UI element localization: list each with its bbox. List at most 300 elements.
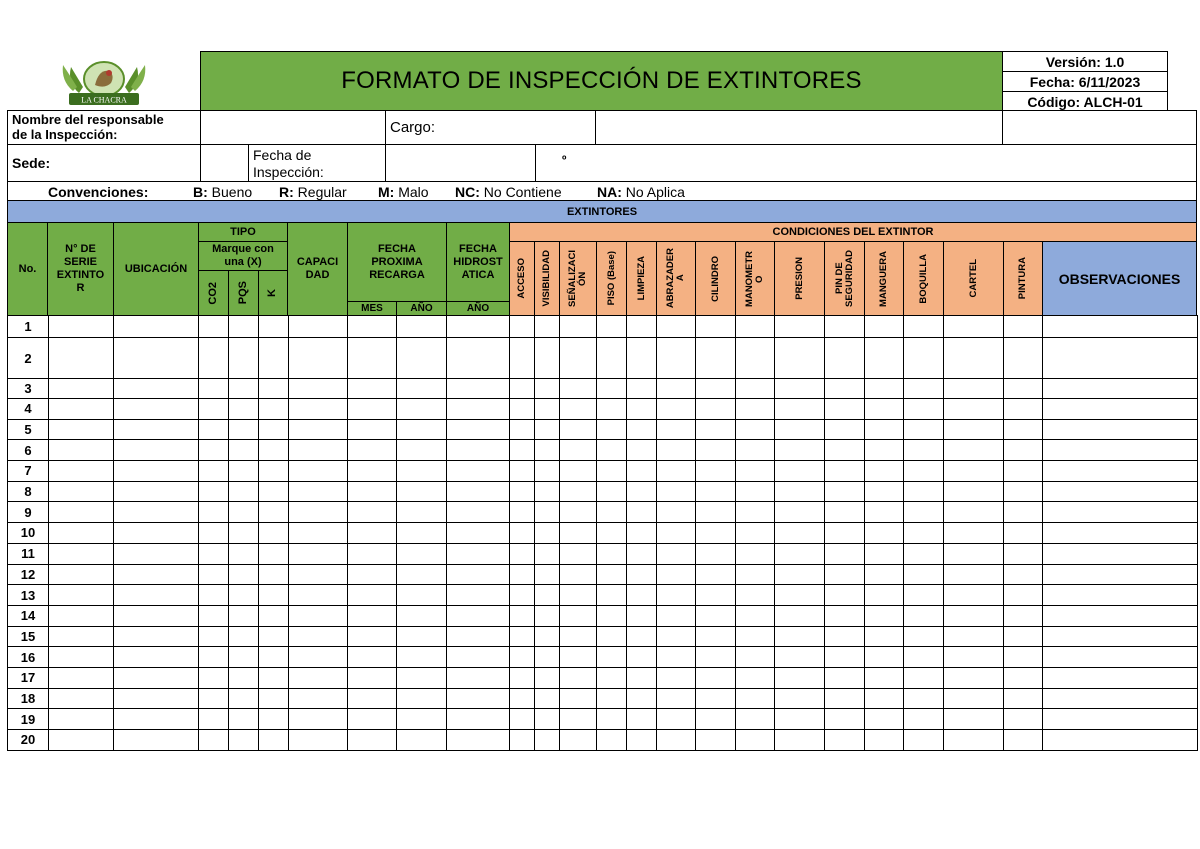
table-cell[interactable]	[775, 647, 825, 668]
table-cell[interactable]	[825, 440, 865, 461]
table-cell[interactable]	[944, 730, 1004, 751]
table-cell[interactable]	[259, 585, 289, 606]
table-cell[interactable]	[1043, 338, 1198, 379]
table-cell[interactable]	[259, 399, 289, 420]
table-cell[interactable]	[560, 316, 597, 338]
table-cell[interactable]	[229, 647, 259, 668]
table-cell[interactable]	[865, 419, 904, 440]
table-cell[interactable]	[535, 605, 560, 626]
table-cell[interactable]	[1004, 605, 1043, 626]
table-cell[interactable]	[199, 730, 229, 751]
table-cell[interactable]	[825, 667, 865, 688]
table-cell[interactable]	[1004, 440, 1043, 461]
table-cell[interactable]	[657, 523, 696, 544]
table-cell[interactable]	[114, 461, 199, 482]
table-cell[interactable]	[397, 461, 447, 482]
table-cell[interactable]	[199, 585, 229, 606]
table-cell[interactable]	[447, 523, 510, 544]
table-cell[interactable]	[114, 564, 199, 585]
table-cell[interactable]	[560, 523, 597, 544]
table-cell[interactable]	[657, 626, 696, 647]
table-cell[interactable]	[259, 688, 289, 709]
table-cell[interactable]	[597, 338, 627, 379]
table-cell[interactable]	[627, 626, 657, 647]
table-cell[interactable]	[1004, 338, 1043, 379]
table-cell[interactable]	[696, 523, 736, 544]
table-cell[interactable]	[447, 399, 510, 420]
cargo-input[interactable]	[596, 110, 1003, 145]
table-cell[interactable]	[289, 461, 348, 482]
table-cell[interactable]	[259, 626, 289, 647]
table-cell[interactable]	[229, 502, 259, 523]
table-cell[interactable]	[944, 523, 1004, 544]
table-cell[interactable]	[597, 481, 627, 502]
table-cell[interactable]	[696, 502, 736, 523]
table-cell[interactable]	[348, 481, 397, 502]
table-cell[interactable]	[199, 523, 229, 544]
table-cell[interactable]	[775, 688, 825, 709]
table-cell[interactable]	[627, 338, 657, 379]
table-cell[interactable]	[736, 481, 775, 502]
table-cell[interactable]	[1043, 730, 1198, 751]
table-cell[interactable]	[904, 626, 944, 647]
table-cell[interactable]	[49, 338, 114, 379]
table-cell[interactable]	[289, 585, 348, 606]
table-cell[interactable]	[397, 543, 447, 564]
table-cell[interactable]	[199, 626, 229, 647]
table-cell[interactable]	[535, 481, 560, 502]
table-cell[interactable]	[259, 440, 289, 461]
table-cell[interactable]	[825, 481, 865, 502]
table-cell[interactable]	[1004, 379, 1043, 399]
table-cell[interactable]	[447, 667, 510, 688]
table-cell[interactable]	[825, 709, 865, 730]
table-cell[interactable]	[736, 730, 775, 751]
table-cell[interactable]	[865, 502, 904, 523]
table-cell[interactable]	[775, 440, 825, 461]
table-cell[interactable]	[447, 647, 510, 668]
table-cell[interactable]	[348, 564, 397, 585]
table-cell[interactable]	[775, 461, 825, 482]
table-cell[interactable]	[289, 667, 348, 688]
table-cell[interactable]	[1004, 481, 1043, 502]
table-cell[interactable]	[397, 585, 447, 606]
table-cell[interactable]	[535, 667, 560, 688]
table-cell[interactable]	[1043, 379, 1198, 399]
table-cell[interactable]	[1043, 523, 1198, 544]
table-cell[interactable]	[1004, 461, 1043, 482]
table-cell[interactable]	[259, 316, 289, 338]
table-cell[interactable]	[560, 564, 597, 585]
table-cell[interactable]	[736, 316, 775, 338]
table-cell[interactable]	[114, 440, 199, 461]
table-cell[interactable]	[49, 605, 114, 626]
table-cell[interactable]	[775, 626, 825, 647]
table-cell[interactable]	[1043, 440, 1198, 461]
table-cell[interactable]	[657, 688, 696, 709]
table-cell[interactable]	[114, 419, 199, 440]
table-cell[interactable]	[229, 543, 259, 564]
table-cell[interactable]	[397, 688, 447, 709]
table-cell[interactable]	[1004, 667, 1043, 688]
table-cell[interactable]	[865, 605, 904, 626]
table-cell[interactable]	[229, 419, 259, 440]
table-cell[interactable]	[627, 585, 657, 606]
table-cell[interactable]	[775, 564, 825, 585]
table-cell[interactable]	[597, 585, 627, 606]
table-cell[interactable]	[49, 647, 114, 668]
table-cell[interactable]	[944, 440, 1004, 461]
table-cell[interactable]	[397, 605, 447, 626]
table-cell[interactable]	[825, 605, 865, 626]
table-cell[interactable]	[597, 667, 627, 688]
table-cell[interactable]	[229, 338, 259, 379]
table-cell[interactable]	[1004, 399, 1043, 420]
table-cell[interactable]	[904, 585, 944, 606]
table-cell[interactable]	[627, 419, 657, 440]
table-cell[interactable]	[696, 564, 736, 585]
table-cell[interactable]	[627, 709, 657, 730]
table-cell[interactable]	[289, 316, 348, 338]
table-cell[interactable]	[825, 688, 865, 709]
table-cell[interactable]	[657, 399, 696, 420]
table-cell[interactable]	[825, 647, 865, 668]
table-cell[interactable]	[657, 647, 696, 668]
table-cell[interactable]	[560, 626, 597, 647]
table-cell[interactable]	[289, 440, 348, 461]
table-cell[interactable]	[535, 709, 560, 730]
table-cell[interactable]	[259, 605, 289, 626]
table-cell[interactable]	[904, 502, 944, 523]
table-cell[interactable]	[348, 502, 397, 523]
table-cell[interactable]	[775, 730, 825, 751]
table-cell[interactable]	[397, 709, 447, 730]
table-cell[interactable]	[736, 523, 775, 544]
table-cell[interactable]	[627, 523, 657, 544]
table-cell[interactable]	[904, 379, 944, 399]
table-cell[interactable]	[49, 419, 114, 440]
table-cell[interactable]	[510, 419, 535, 440]
table-cell[interactable]	[199, 461, 229, 482]
table-cell[interactable]	[597, 379, 627, 399]
table-cell[interactable]	[825, 338, 865, 379]
table-cell[interactable]	[1043, 564, 1198, 585]
table-cell[interactable]	[535, 730, 560, 751]
table-cell[interactable]	[944, 667, 1004, 688]
table-cell[interactable]	[114, 667, 199, 688]
table-cell[interactable]	[696, 709, 736, 730]
table-cell[interactable]	[657, 502, 696, 523]
table-cell[interactable]	[447, 440, 510, 461]
table-cell[interactable]	[627, 667, 657, 688]
table-cell[interactable]	[944, 419, 1004, 440]
table-cell[interactable]	[904, 399, 944, 420]
table-cell[interactable]	[397, 440, 447, 461]
table-cell[interactable]	[736, 502, 775, 523]
table-cell[interactable]	[597, 605, 627, 626]
table-cell[interactable]	[49, 399, 114, 420]
table-cell[interactable]	[560, 440, 597, 461]
table-cell[interactable]	[397, 647, 447, 668]
table-cell[interactable]	[229, 481, 259, 502]
table-cell[interactable]	[627, 543, 657, 564]
table-cell[interactable]	[944, 316, 1004, 338]
table-cell[interactable]	[865, 379, 904, 399]
table-cell[interactable]	[510, 730, 535, 751]
table-cell[interactable]	[904, 564, 944, 585]
table-cell[interactable]	[510, 316, 535, 338]
table-cell[interactable]	[865, 564, 904, 585]
table-cell[interactable]	[1004, 316, 1043, 338]
table-cell[interactable]	[229, 379, 259, 399]
table-cell[interactable]	[657, 564, 696, 585]
table-cell[interactable]	[229, 688, 259, 709]
table-cell[interactable]	[289, 709, 348, 730]
table-cell[interactable]	[736, 379, 775, 399]
table-cell[interactable]	[696, 543, 736, 564]
table-cell[interactable]	[510, 688, 535, 709]
table-cell[interactable]	[865, 481, 904, 502]
table-cell[interactable]	[597, 502, 627, 523]
table-cell[interactable]	[736, 626, 775, 647]
table-cell[interactable]	[944, 626, 1004, 647]
table-cell[interactable]	[348, 667, 397, 688]
table-cell[interactable]	[736, 605, 775, 626]
table-cell[interactable]	[597, 419, 627, 440]
sede-input[interactable]	[200, 144, 249, 182]
table-cell[interactable]	[657, 316, 696, 338]
table-cell[interactable]	[49, 502, 114, 523]
table-cell[interactable]	[289, 543, 348, 564]
table-cell[interactable]	[348, 730, 397, 751]
table-cell[interactable]	[49, 688, 114, 709]
table-cell[interactable]	[696, 419, 736, 440]
table-cell[interactable]	[904, 688, 944, 709]
table-cell[interactable]	[447, 688, 510, 709]
table-cell[interactable]	[259, 481, 289, 502]
table-cell[interactable]	[49, 626, 114, 647]
table-cell[interactable]	[397, 316, 447, 338]
table-cell[interactable]	[627, 502, 657, 523]
table-cell[interactable]	[1004, 419, 1043, 440]
table-cell[interactable]	[348, 338, 397, 379]
table-cell[interactable]	[825, 461, 865, 482]
table-cell[interactable]	[49, 564, 114, 585]
table-cell[interactable]	[447, 379, 510, 399]
table-cell[interactable]	[397, 502, 447, 523]
table-cell[interactable]	[597, 626, 627, 647]
table-cell[interactable]	[865, 461, 904, 482]
table-cell[interactable]	[114, 399, 199, 420]
table-cell[interactable]	[397, 626, 447, 647]
table-cell[interactable]	[114, 543, 199, 564]
table-cell[interactable]	[560, 399, 597, 420]
table-cell[interactable]	[199, 543, 229, 564]
table-cell[interactable]	[447, 481, 510, 502]
table-cell[interactable]	[597, 688, 627, 709]
table-cell[interactable]	[904, 419, 944, 440]
table-cell[interactable]	[825, 564, 865, 585]
table-cell[interactable]	[560, 379, 597, 399]
table-cell[interactable]	[1043, 461, 1198, 482]
table-cell[interactable]	[510, 461, 535, 482]
table-cell[interactable]	[696, 730, 736, 751]
table-cell[interactable]	[1043, 647, 1198, 668]
table-cell[interactable]	[865, 585, 904, 606]
table-cell[interactable]	[696, 647, 736, 668]
table-cell[interactable]	[397, 667, 447, 688]
table-cell[interactable]	[229, 399, 259, 420]
table-cell[interactable]	[397, 338, 447, 379]
table-cell[interactable]	[904, 730, 944, 751]
table-cell[interactable]	[535, 523, 560, 544]
table-cell[interactable]	[775, 543, 825, 564]
table-cell[interactable]	[114, 626, 199, 647]
table-cell[interactable]	[1004, 730, 1043, 751]
table-cell[interactable]	[49, 461, 114, 482]
table-cell[interactable]	[825, 399, 865, 420]
table-cell[interactable]	[199, 399, 229, 420]
table-cell[interactable]	[259, 419, 289, 440]
table-cell[interactable]	[1043, 399, 1198, 420]
table-cell[interactable]	[49, 730, 114, 751]
table-cell[interactable]	[289, 502, 348, 523]
table-cell[interactable]	[259, 461, 289, 482]
table-cell[interactable]	[510, 564, 535, 585]
table-cell[interactable]	[1004, 647, 1043, 668]
table-cell[interactable]	[229, 667, 259, 688]
table-cell[interactable]	[114, 730, 199, 751]
table-cell[interactable]	[696, 605, 736, 626]
table-cell[interactable]	[904, 647, 944, 668]
table-cell[interactable]	[114, 316, 199, 338]
table-cell[interactable]	[904, 316, 944, 338]
table-cell[interactable]	[865, 647, 904, 668]
table-cell[interactable]	[775, 709, 825, 730]
table-cell[interactable]	[825, 316, 865, 338]
table-cell[interactable]	[597, 730, 627, 751]
table-cell[interactable]	[535, 316, 560, 338]
table-cell[interactable]	[289, 399, 348, 420]
table-cell[interactable]	[560, 338, 597, 379]
table-cell[interactable]	[560, 667, 597, 688]
table-cell[interactable]	[825, 543, 865, 564]
table-cell[interactable]	[904, 709, 944, 730]
table-cell[interactable]	[865, 440, 904, 461]
table-cell[interactable]	[259, 647, 289, 668]
table-cell[interactable]	[199, 502, 229, 523]
table-cell[interactable]	[696, 585, 736, 606]
table-cell[interactable]	[865, 709, 904, 730]
table-cell[interactable]	[199, 709, 229, 730]
table-cell[interactable]	[944, 688, 1004, 709]
table-cell[interactable]	[775, 338, 825, 379]
table-cell[interactable]	[447, 461, 510, 482]
table-cell[interactable]	[397, 379, 447, 399]
table-cell[interactable]	[597, 523, 627, 544]
table-cell[interactable]	[696, 461, 736, 482]
table-cell[interactable]	[736, 564, 775, 585]
table-cell[interactable]	[289, 481, 348, 502]
table-cell[interactable]	[49, 523, 114, 544]
table-cell[interactable]	[229, 564, 259, 585]
table-cell[interactable]	[510, 605, 535, 626]
table-cell[interactable]	[114, 709, 199, 730]
table-cell[interactable]	[510, 585, 535, 606]
table-cell[interactable]	[627, 647, 657, 668]
table-cell[interactable]	[825, 379, 865, 399]
table-cell[interactable]	[1043, 667, 1198, 688]
table-cell[interactable]	[944, 564, 1004, 585]
table-cell[interactable]	[657, 667, 696, 688]
table-cell[interactable]	[397, 564, 447, 585]
table-cell[interactable]	[865, 399, 904, 420]
table-cell[interactable]	[775, 605, 825, 626]
table-cell[interactable]	[560, 543, 597, 564]
table-cell[interactable]	[775, 399, 825, 420]
table-cell[interactable]	[825, 419, 865, 440]
table-cell[interactable]	[49, 585, 114, 606]
table-cell[interactable]	[865, 338, 904, 379]
table-cell[interactable]	[259, 543, 289, 564]
table-cell[interactable]	[289, 379, 348, 399]
table-cell[interactable]	[657, 440, 696, 461]
table-cell[interactable]	[289, 419, 348, 440]
table-cell[interactable]	[865, 523, 904, 544]
table-cell[interactable]	[736, 667, 775, 688]
table-cell[interactable]	[535, 440, 560, 461]
table-cell[interactable]	[199, 605, 229, 626]
table-cell[interactable]	[775, 379, 825, 399]
table-cell[interactable]	[510, 481, 535, 502]
table-cell[interactable]	[1043, 543, 1198, 564]
table-cell[interactable]	[775, 667, 825, 688]
table-cell[interactable]	[289, 564, 348, 585]
table-cell[interactable]	[1043, 626, 1198, 647]
table-cell[interactable]	[114, 647, 199, 668]
table-cell[interactable]	[348, 647, 397, 668]
table-cell[interactable]	[560, 647, 597, 668]
table-cell[interactable]	[825, 502, 865, 523]
table-cell[interactable]	[560, 481, 597, 502]
table-cell[interactable]	[944, 605, 1004, 626]
table-cell[interactable]	[447, 419, 510, 440]
cargo-extra-cell[interactable]	[1003, 110, 1197, 145]
table-cell[interactable]	[736, 440, 775, 461]
table-cell[interactable]	[510, 543, 535, 564]
table-cell[interactable]	[447, 338, 510, 379]
table-cell[interactable]	[535, 461, 560, 482]
table-cell[interactable]	[535, 502, 560, 523]
table-cell[interactable]	[904, 338, 944, 379]
table-cell[interactable]	[904, 440, 944, 461]
table-cell[interactable]	[944, 461, 1004, 482]
table-cell[interactable]	[199, 338, 229, 379]
table-cell[interactable]	[944, 379, 1004, 399]
table-cell[interactable]	[348, 626, 397, 647]
table-cell[interactable]	[657, 379, 696, 399]
table-cell[interactable]	[229, 730, 259, 751]
table-cell[interactable]	[597, 440, 627, 461]
table-cell[interactable]	[49, 379, 114, 399]
table-cell[interactable]	[597, 543, 627, 564]
table-cell[interactable]	[904, 523, 944, 544]
table-cell[interactable]	[199, 440, 229, 461]
table-cell[interactable]	[825, 730, 865, 751]
table-cell[interactable]	[114, 338, 199, 379]
table-cell[interactable]	[696, 316, 736, 338]
table-cell[interactable]	[259, 709, 289, 730]
